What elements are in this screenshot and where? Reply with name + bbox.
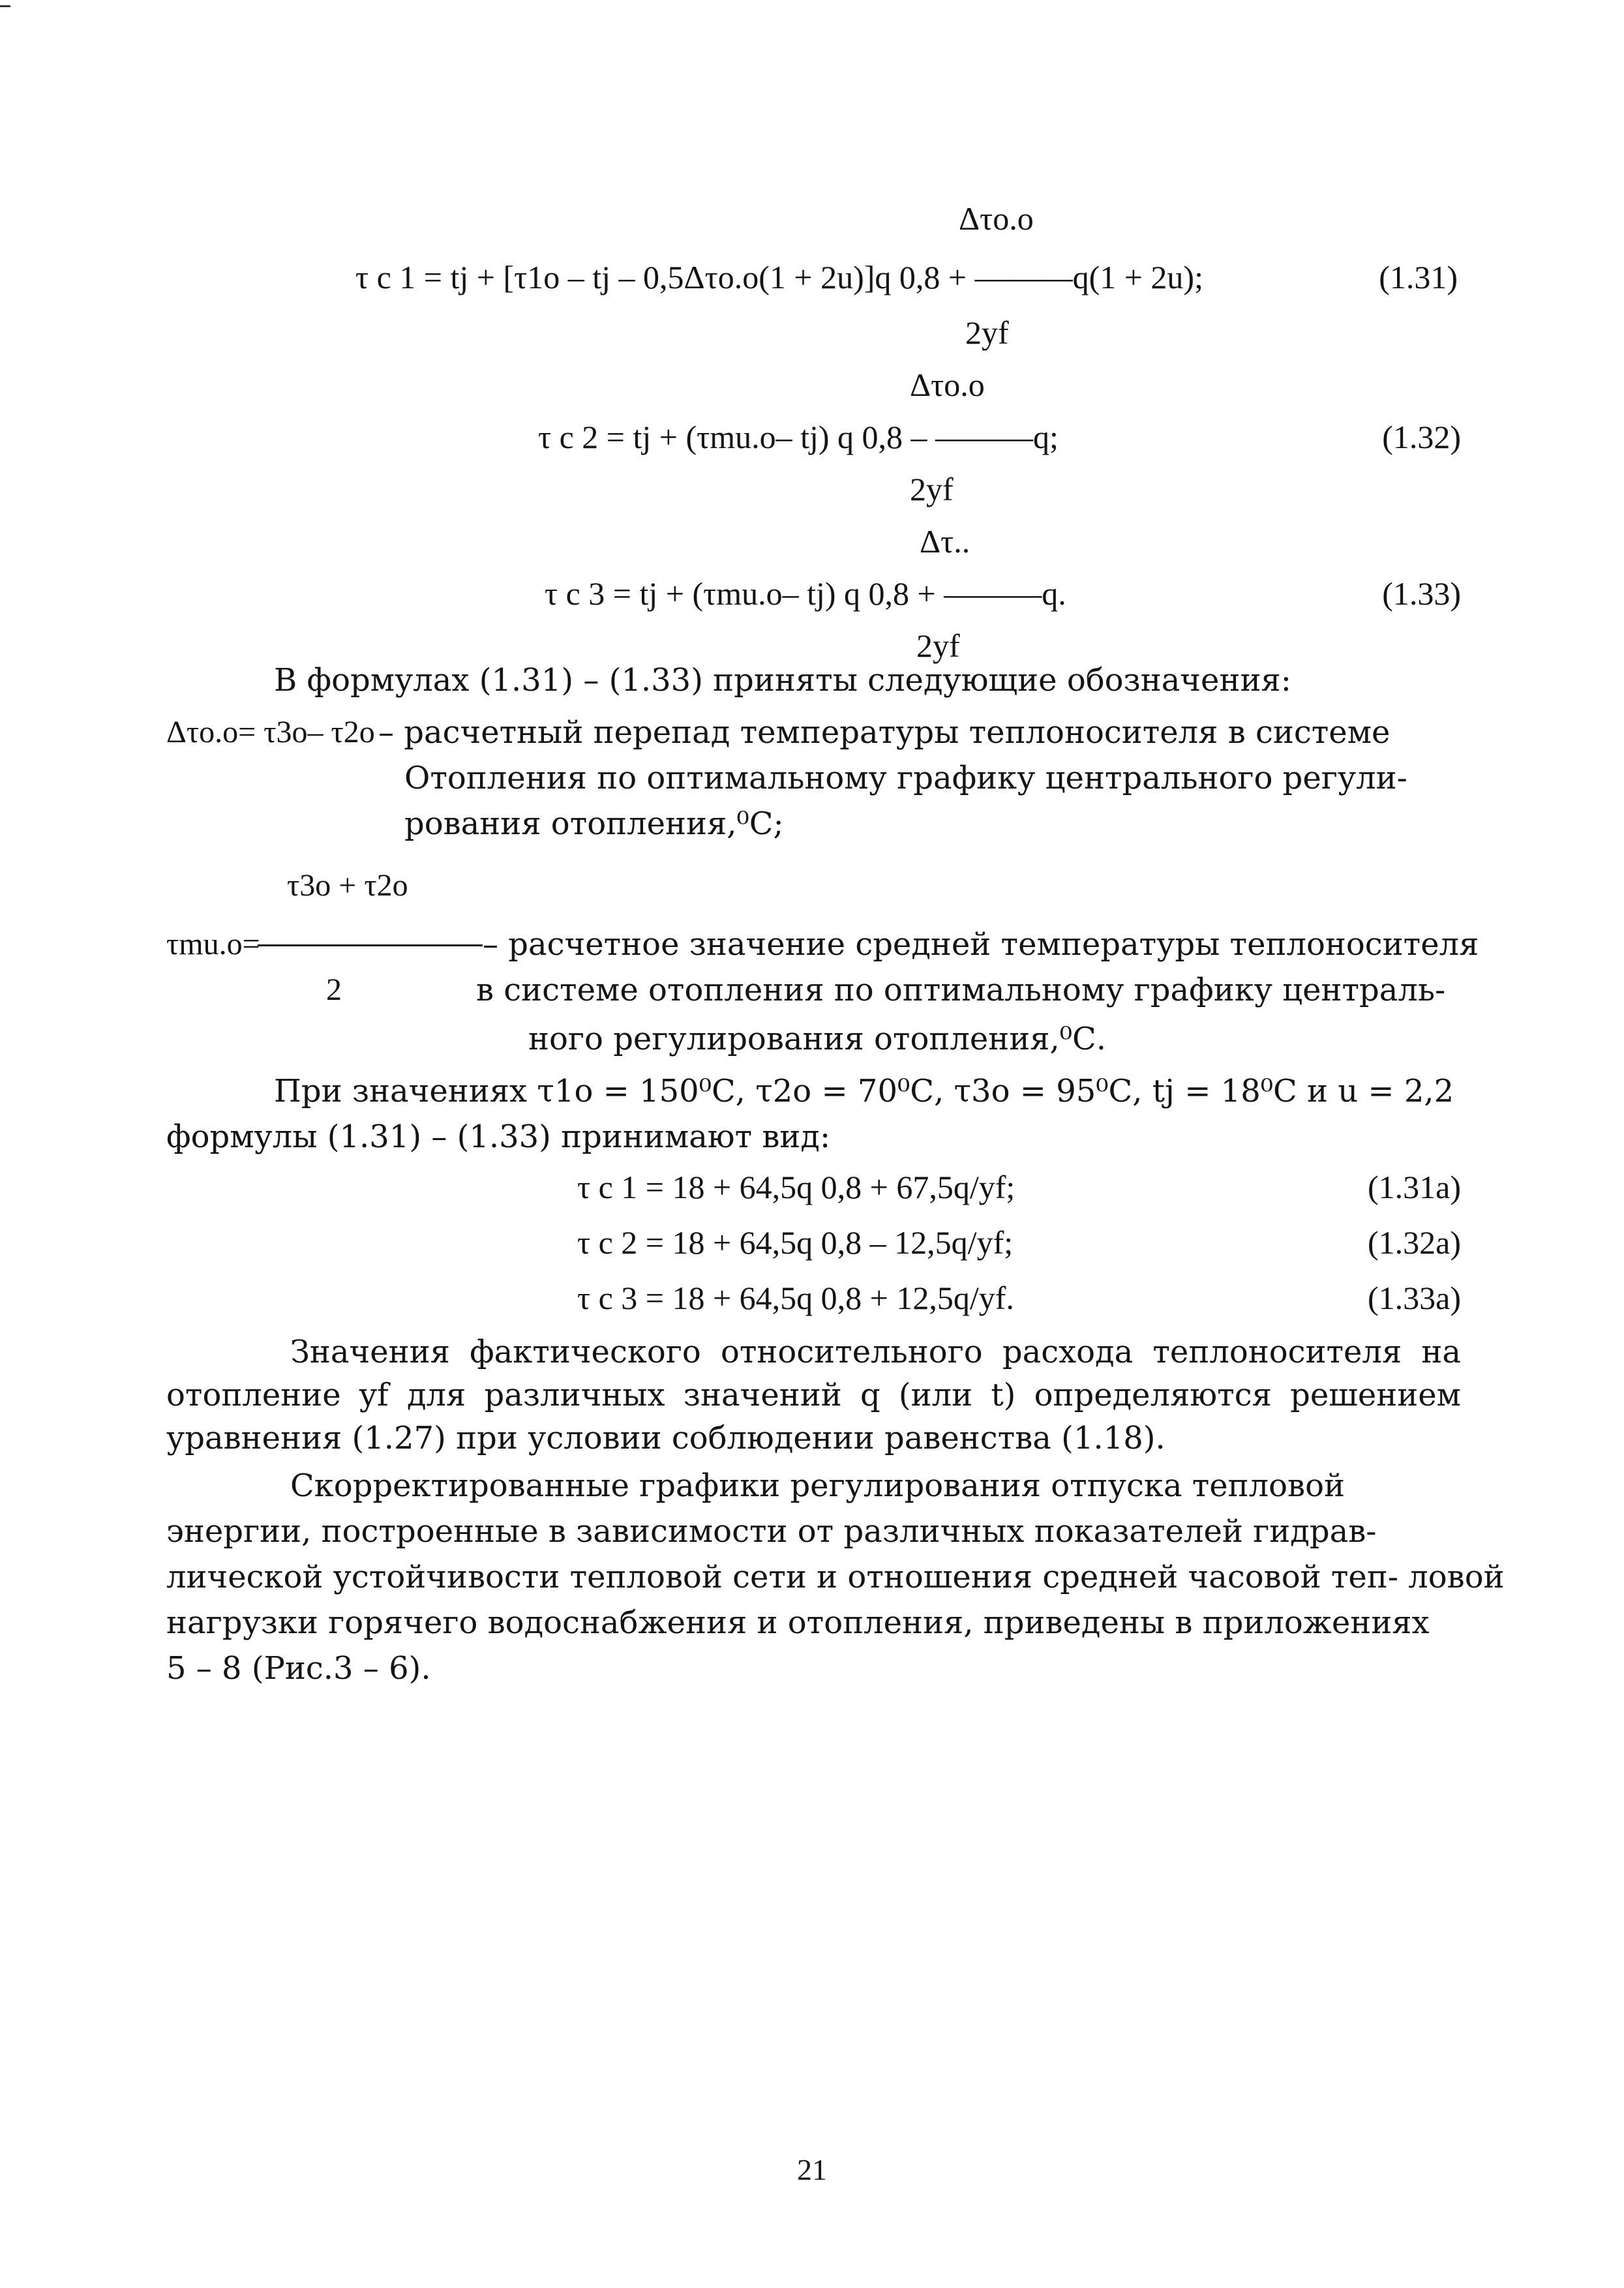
result-133a: τ с 3 = 18 + 64,5q 0,8 + 12,5q/yf. <box>577 1280 1014 1316</box>
def2-line2: в системе отопления по оптимальному графику централь- <box>476 972 1446 1008</box>
def1-line2: Отопления по оптимальному графику центрального регули- <box>404 760 1407 796</box>
def2-symbol: τmu.о= <box>166 927 260 961</box>
def1-line3: рования отопления,⁰С; <box>404 805 784 842</box>
corner-mark <box>0 5 10 7</box>
result-132a-number: (1.32а) <box>1368 1224 1461 1261</box>
def2-denominator: 2 <box>326 972 342 1007</box>
paragraph-2-line2: энергии, построенные в зависимости от различных показателей гидрав- <box>166 1513 1377 1550</box>
formula-133-denominator: 2yf <box>916 627 960 664</box>
page-number: 21 <box>797 2153 827 2186</box>
def1-symbol: Δτо.о= τ3о– τ2о <box>166 715 375 749</box>
formula-131: τ с 1 = tj + [τ1о – tj – 0,5Δτо.о(1 + 2u)]q 0,8 + ———q(1 + 2u); <box>355 259 1203 295</box>
paragraph-2-line4: нагрузки горячего водоснабжения и отопления, приведены в приложениях <box>166 1604 1430 1641</box>
values-line2: формулы (1.31) – (1.33) принимают вид: <box>166 1119 831 1155</box>
result-131a-number: (1.31а) <box>1368 1169 1461 1205</box>
def2-fraction-bar <box>258 944 483 946</box>
formula-133-numerator: Δτ.. <box>920 523 970 560</box>
formula-132-numerator: Δτо.о <box>910 367 985 403</box>
formula-131-numerator: Δτо.о <box>959 200 1034 237</box>
result-131a: τ с 1 = 18 + 64,5q 0,8 + 67,5q/yf; <box>577 1169 1015 1205</box>
formula-131-number: (1.31) <box>1379 259 1458 295</box>
values-line1: При значениях τ1о = 150⁰С, τ2о = 70⁰С, τ3о = 95⁰С, tj = 18⁰С и u = 2,2 <box>274 1073 1454 1109</box>
def2-line3: ного регулирования отопления,⁰С. <box>528 1021 1106 1057</box>
def1-line1: – расчетный перепад температуры теплоносителя в системе <box>378 714 1391 751</box>
paragraph-2-line5: 5 – 8 (Рис.3 – 6). <box>166 1650 431 1687</box>
paragraph-2-line1: Скорректированные графики регулирования отпуска тепловой <box>290 1468 1345 1504</box>
formula-133: τ с 3 = tj + (τmu.о– tj) q 0,8 + ———q. <box>545 575 1066 612</box>
formula-131-denominator: 2yf <box>965 314 1009 351</box>
result-133a-number: (1.33а) <box>1368 1280 1461 1316</box>
formula-133-number: (1.33) <box>1382 575 1461 612</box>
formula-132-denominator: 2yf <box>910 471 954 507</box>
result-132a: τ с 2 = 18 + 64,5q 0,8 – 12,5q/yf; <box>577 1224 1014 1261</box>
def2-numerator: τ3о + τ2о <box>287 868 408 903</box>
paragraph-2-line3: лической устойчивости тепловой сети и отношения средней часовой теп- ловой <box>166 1559 1505 1595</box>
paragraph-1: Значения фактического относительного расхода теплоносителя на отопление yf для различных значений q (или t) определяются решением уравнения (1.27) при условии соблюдении равенства (1.18). <box>166 1334 1461 1456</box>
def2-line1: – расчетное значение средней температуры теплоносителя <box>483 926 1479 963</box>
formula-132: τ с 2 = tj + (τmu.о– tj) q 0,8 – ———q; <box>538 419 1059 455</box>
intro-line: В формулах (1.31) – (1.33) приняты следующие обозначения: <box>274 662 1291 699</box>
formula-132-number: (1.32) <box>1382 419 1461 455</box>
